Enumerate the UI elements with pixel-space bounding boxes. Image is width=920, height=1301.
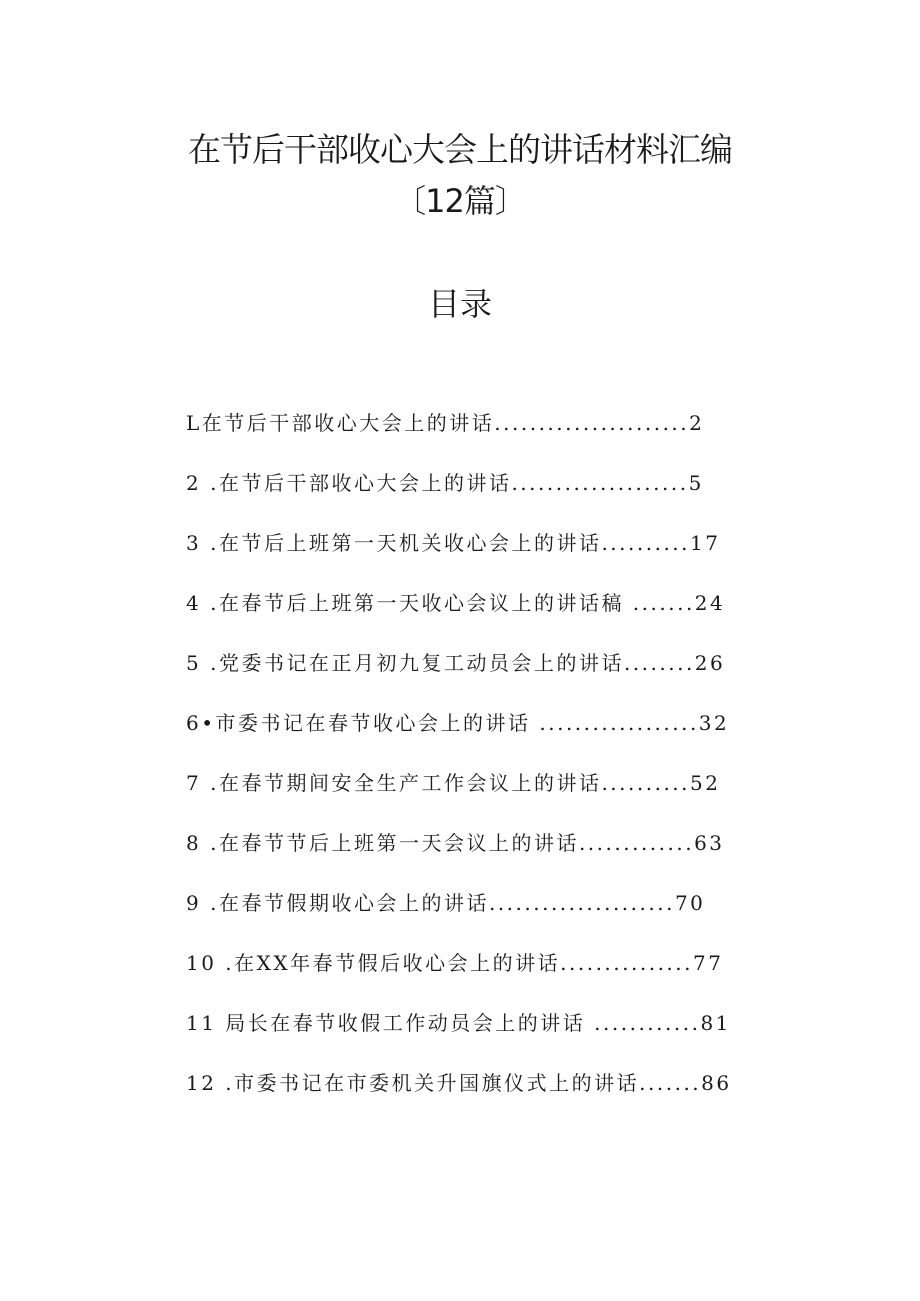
- toc-entry-8[interactable]: 8 .在春节节后上班第一天会议上的讲话.............63: [186, 831, 725, 855]
- toc-entry-2[interactable]: 2 .在节后干部收心大会上的讲话....................5: [186, 471, 704, 495]
- toc-entry-11[interactable]: 11 局长在春节收假工作动员会上的讲话 ............81: [186, 1011, 731, 1035]
- toc-entry-12[interactable]: 12 .市委书记在市委机关升国旗仪式上的讲话.......86: [186, 1071, 732, 1095]
- toc-entry-10[interactable]: 10 .在XX年春节假后收心会上的讲话...............77: [186, 951, 724, 975]
- table-of-contents: [186, 403, 732, 1123]
- toc-entry-7[interactable]: 7 .在春节期间安全生产工作会议上的讲话..........52: [186, 771, 721, 795]
- toc-entry-3[interactable]: 3 .在节后上班第一天机关收心会上的讲话..........17: [186, 531, 721, 555]
- document-title: 在节后干部收心大会上的讲话材料汇编: [188, 130, 732, 169]
- toc-entry-6[interactable]: 6•市委书记在春节收心会上的讲话 ..................32: [186, 711, 730, 735]
- toc-entry-1[interactable]: L在节后干部收心大会上的讲话......................2: [186, 411, 705, 435]
- toc-heading: 目录: [427, 285, 492, 323]
- toc-entry-9[interactable]: 9 .在春节假期收心会上的讲话.....................70: [186, 891, 706, 915]
- document-subtitle: 〔12篇〕: [394, 182, 526, 220]
- toc-entry-4[interactable]: 4 .在春节后上班第一天收心会议上的讲话稿 .......24: [186, 591, 726, 615]
- toc-entry-5[interactable]: 5 .党委书记在正月初九复工动员会上的讲话........26: [186, 651, 726, 675]
